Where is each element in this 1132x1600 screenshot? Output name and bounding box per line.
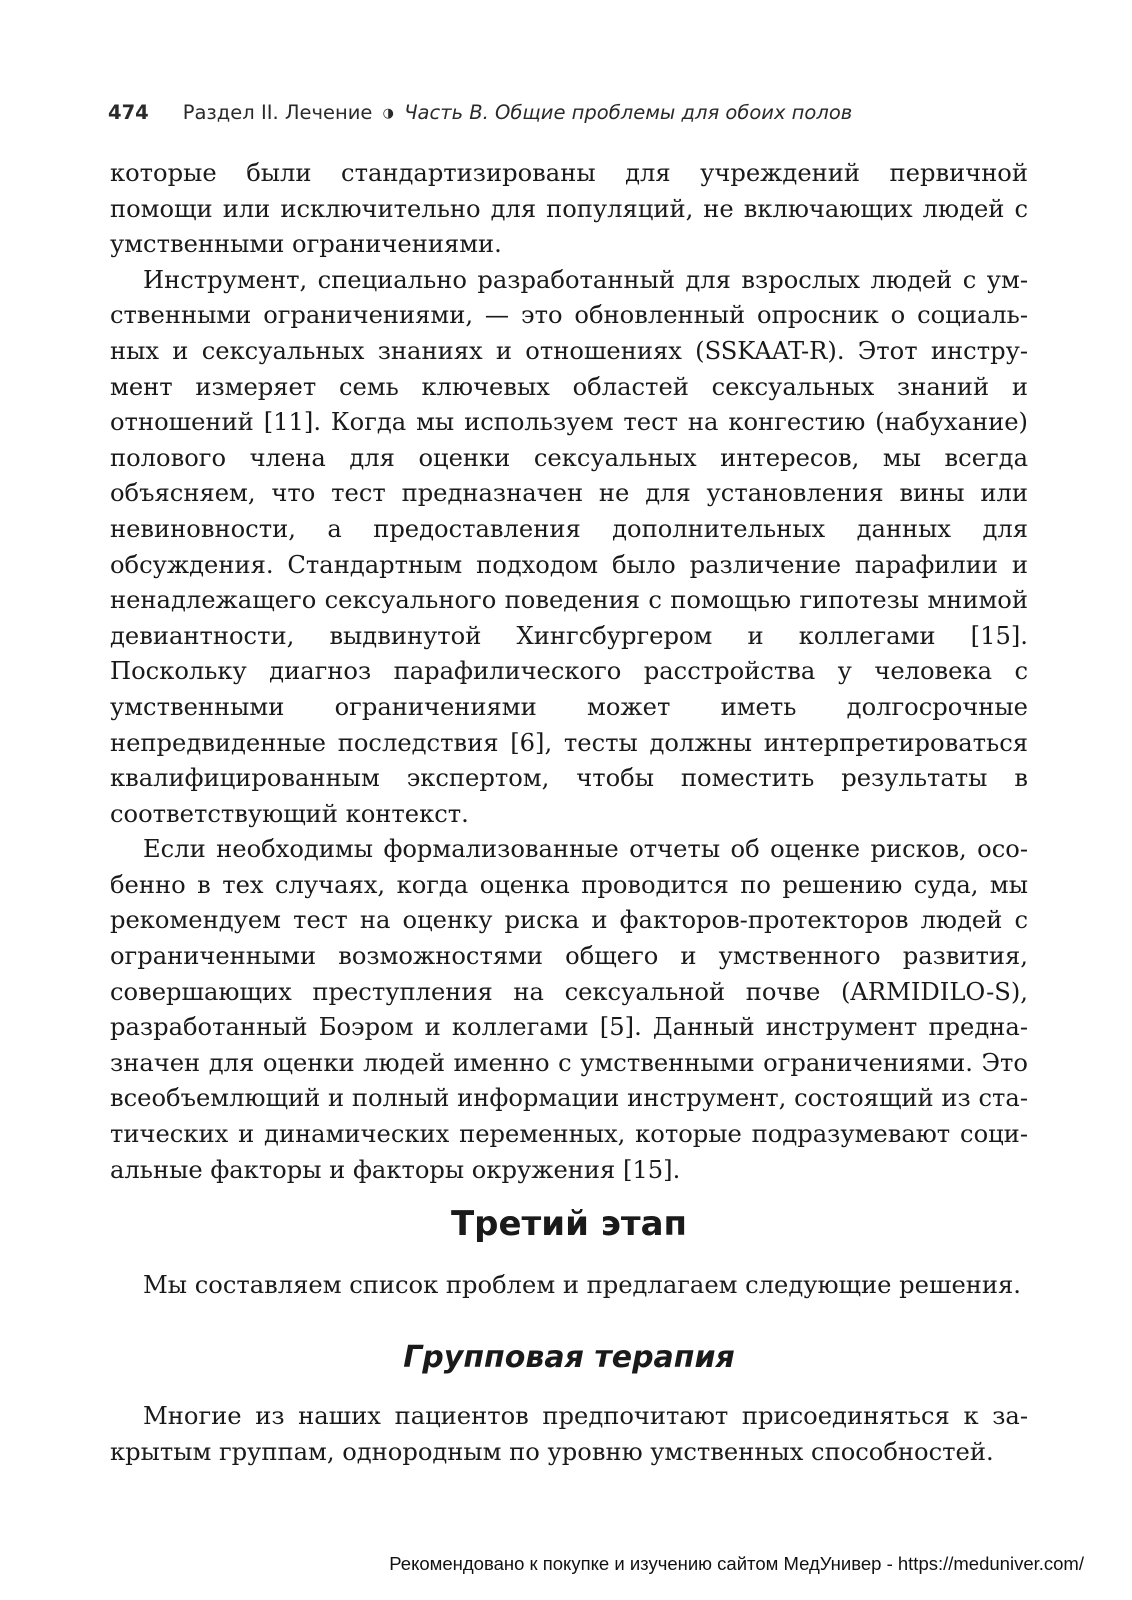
paragraph: которые были стандартизированы для учреждений первичной помощи или исключительно для популяций, не включающих людей с умственными ограничениями. <box>110 159 1028 259</box>
paragraph: Если необходимы формализованные отчеты об оценке рисков, особенно в тех случаях, когда оценка проводится по решению суда, мы рекомендуем тест на оценку риска и факторов-протекторов людей с ограниченными возможностями общего и умственного развития, совершающих преступления на сексуальной почве (ARMIDILO-S), разработанный Боэром и коллегами [5]. Данный инструмент предназначен для оценки людей именно с умственными ограничениями. Это всеобъемлющий и полный информации инструмент, состоящий из статических и динамических переменных, которые подразумевают социальные факторы и факторы окружения [15]. <box>110 835 1028 1184</box>
separator-icon: ◑ <box>382 106 394 121</box>
subsection-text-block <box>110 1399 1028 1470</box>
section-heading: Третий этап <box>450 1204 688 1244</box>
section-intro-block <box>110 1268 1028 1304</box>
running-header <box>108 101 1038 124</box>
section-title: Раздел II. Лечение <box>182 101 373 124</box>
paragraph: Мы составляем список проблем и предлагаем следующие решения. <box>143 1271 1021 1299</box>
part-title: Часть В. Общие проблемы для обоих полов <box>404 101 853 124</box>
page-number: 474 <box>108 101 149 124</box>
paragraph: Инструмент, специально разработанный для взрослых людей с умственными ограничениями, — это обновленный опросник о социальных и сексуальных знаниях и отношениях (SSKAAT-R). Этот инструмент измеряет семь ключевых областей сексуальных знаний и отношений [11]. Когда мы используем тест на конгестию (набухание) полового члена для оценки сексуальных интересов, мы всегда объясняем, что тест предназначен не для установления вины или невиновности, а предоставления дополнительных данных для обсуждения. Стандартным подходом было различение парафилии и ненадлежащего сексуального поведения с помощью гипотезы мнимой девиантности, выдвинутой Хингсбургером и коллегами [15]. Поскольку диагноз парафилического расстройства у человека с умственными ограничениями может иметь долгосрочные непредвиденные последствия [6], тесты должны интерпретироваться квалифицированным экспертом, чтобы поместить результаты в соответствующий контекст. <box>110 265 1028 828</box>
paragraph: Многие из наших пациентов предпочитают присоединяться к закрытым группам, однородным по уровню умственных способностей. <box>110 1402 1028 1466</box>
watermark-text: Рекомендовано к покупке и изучению сайтом МедУнивер - https://meduniver.com/ <box>389 1553 1084 1574</box>
main-text <box>110 156 1028 1188</box>
subsection-heading: Групповая терапия <box>403 1340 735 1375</box>
